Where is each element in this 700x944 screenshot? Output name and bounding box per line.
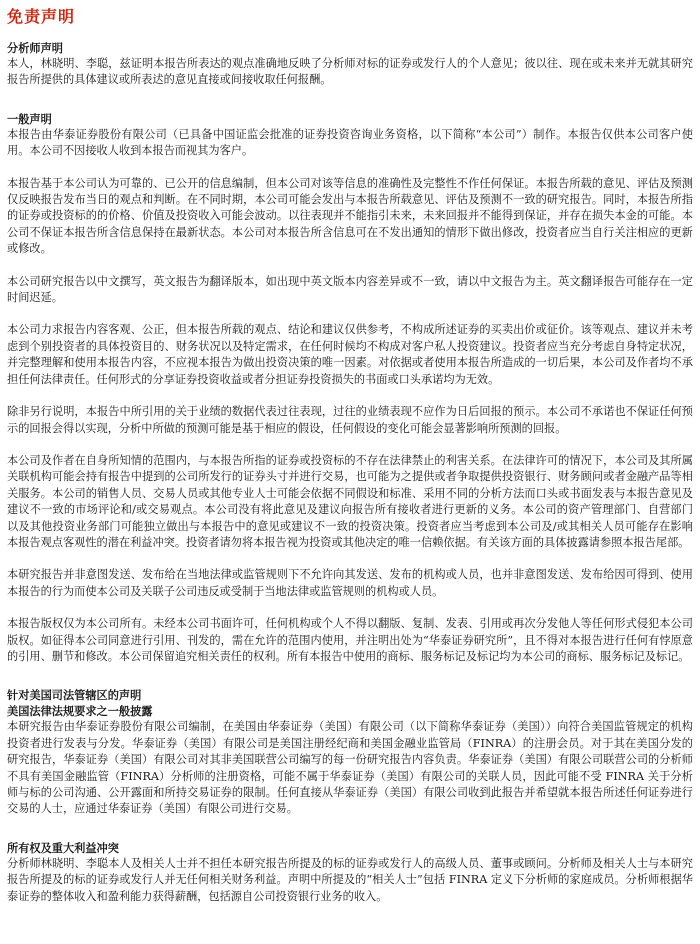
general-statement-heading: 一般声明 xyxy=(7,111,52,126)
us-statement-heading: 针对美国司法管辖区的声明 xyxy=(7,688,142,703)
us-statement-subheading: 美国法律法规要求之一般披露 xyxy=(7,704,153,719)
general-paragraph: 本公司力求报告内容客观、公正，但本报告所载的观点、结论和建议仅供参考，不构成所述证券的买卖出价或征价。该等观点、建议并未考虑到个别投资者的具体投资目的、财务状况以及特定需求，在任何时候均不构成对客户私人投资建议。投资者应当充分考虑自身特定状况，并完整理解和使用本报告内容，不应视本报告为做出投资决策的唯一因素。对依据或者使用本报告所造成的一切后果，本公司及作者均不承担任何法律责任。任何形式的分享证券投资收益或者分担证券投资损失的书面或口头承诺均为无效。 xyxy=(7,323,693,386)
general-paragraph: 本报告版权仅为本公司所有。未经本公司书面许可，任何机构或个人不得以翻版、复制、发表、引用或再次分发他人等任何形式侵犯本公司版权。如征得本公司同意进行引用、刊发的，需在允许的范围内使用，并注明出处为“华泰证券研究所”，且不得对本报告进行任何有悖原意的引用、删节和修改。本公司保留追究相关责任的权利。所有本报告中使用的商标、服务标记及标记均为本公司的商标、服务标记及标记。 xyxy=(7,617,693,663)
general-paragraph: 本公司研究报告以中文撰写，英文报告为翻译版本，如出现中英文版本内容差异或不一致，请以中文报告为主。英文翻译报告可能存在一定时间迟延。 xyxy=(7,274,693,305)
general-paragraph: 本公司及作者在自身所知情的范围内，与本报告所指的证券或投资标的不存在法律禁止的利害关系。在法律许可的情况下，本公司及其所属关联机构可能会持有报告中提到的公司所发行的证券头寸并进行交易，也可能为之提供或者争取提供投资银行、财务顾问或者金融产品等相关服务。本公司的销售人员、交易人员或其他专业人士可能会依据不同假设和标准、采用不同的分析方法而口头或书面发表与本报告意见及建议不一致的市场评论和/或交易观点。本公司没有将此意见及建议向报告所有接收者进行更新的义务。本公司的资产管理部门、自营部门以及其他投资业务部门可能独立做出与本报告中的意见或建议不一致的投资决策。投资者应当考虑到本公司及/或其相关人员可能存在影响本报告观点客观性的潜在利益冲突。投资者请勿将本报告视为投资或其他决定的唯一信赖依据。有关该方面的具体披露请参照本报告尾部。 xyxy=(7,453,693,549)
general-paragraph: 本报告基于本公司认为可靠的、已公开的信息编制，但本公司对该等信息的准确性及完整性不作任何保证。本报告所载的意见、评估及预测仅反映报告发布当日的观点和判断。在不同时期，本公司可能会发出与本报告所载意见、评估及预测不一致的研究报告。同时，本报告所指的证券或投资标的的价格、价值及投资收入可能会波动。以往表现并不能指引未来，未来回报并不能得到保证，并存在损失本金的可能。本公司不保证本报告所含信息保持在最新状态。本公司对本报告所含信息可在不发出通知的情形下做出修改，投资者应当自行关注相应的更新或修改。 xyxy=(7,176,693,256)
analyst-statement-section xyxy=(7,40,693,89)
us-statement-body: 本研究报告由华泰证券股份有限公司编制，在美国由华泰证券（美国）有限公司（以下简称华泰证券（美国））向符合美国监管规定的机构投资者进行发表与分发。华泰证券（美国）有限公司是美国注册经纪商和美国金融业监管局（FINRA）的注册会员。对于其在美国分发的研究报告，华泰证券（美国）有限公司对其非美国联营公司编写的每一份研究报告内容负责。华泰证券（美国）有限公司联营公司的分析师不具有美国金融监管（FINRA）分析师的注册资格，可能不属于华泰证券（美国）有限公司的关联人员，因此可能不受 FINRA 关于分析师与标的公司沟通、公开露面和所持交易证券的限制。任何直接从华泰证券（美国）有限公司收到此报告并希望就本报告所述任何证券进行交易的人士，应通过华泰证券（美国）有限公司进行交易。 xyxy=(7,720,693,816)
ownership-heading: 所有权及重大利益冲突 xyxy=(7,840,119,855)
general-paragraph: 除非另行说明，本报告中所引用的关于业绩的数据代表过往表现，过往的业绩表现不应作为日后回报的预示。本公司不承诺也不保证任何预示的回报会得以实现，分析中所做的预测可能是基于相应的假设，任何假设的变化可能会显著影响所预测的回报。 xyxy=(7,405,693,435)
us-statement-section xyxy=(7,687,693,817)
page-title: 免责声明 xyxy=(7,7,76,26)
general-paragraph: 本研究报告并非意图发送、发布给在当地法律或监管规则下不允许向其发送、发布的机构或人员，也并非意图发送、发布给因可得到、使用本报告的行为而使本公司及关联子公司违反或受制于当地法律或监管规则的机构或人员。 xyxy=(7,568,693,598)
ownership-section xyxy=(7,840,693,905)
general-paragraph: 本报告由华泰证券股份有限公司（已具备中国证监会批准的证券投资咨询业务资格，以下简称“本公司”）制作。本报告仅供本公司客户使用。本公司不因接收人收到本报告而视其为客户。 xyxy=(7,127,693,158)
ownership-body: 分析师林晓明、李聪本人及相关人士并不担任本研究报告所提及的标的证券或发行人的高级人员、董事或顾问。分析师及相关人士与本研究报告所提及的标的证券或发行人并无任何相关财务利益。声明中所提及的“相关人士”包括 FINRA 定义下分析师的家庭成员。分析师根据华泰证券的整体收入和盈利能力获得薪酬，包括源自公司投资银行业务的收入。 xyxy=(7,856,693,903)
general-statement-section xyxy=(7,111,693,666)
analyst-statement-heading: 分析师声明 xyxy=(7,41,63,55)
disclaimer-page xyxy=(7,6,693,905)
analyst-statement-body: 本人，林晓明、李聪，兹证明本报告所表达的观点准确地反映了分析师对标的证券或发行人的个人意见；彼以往、现在或未来并无就其研究报告所提供的具体建议或所表迖的意见直接或间接收取任何报酬。 xyxy=(7,57,693,87)
